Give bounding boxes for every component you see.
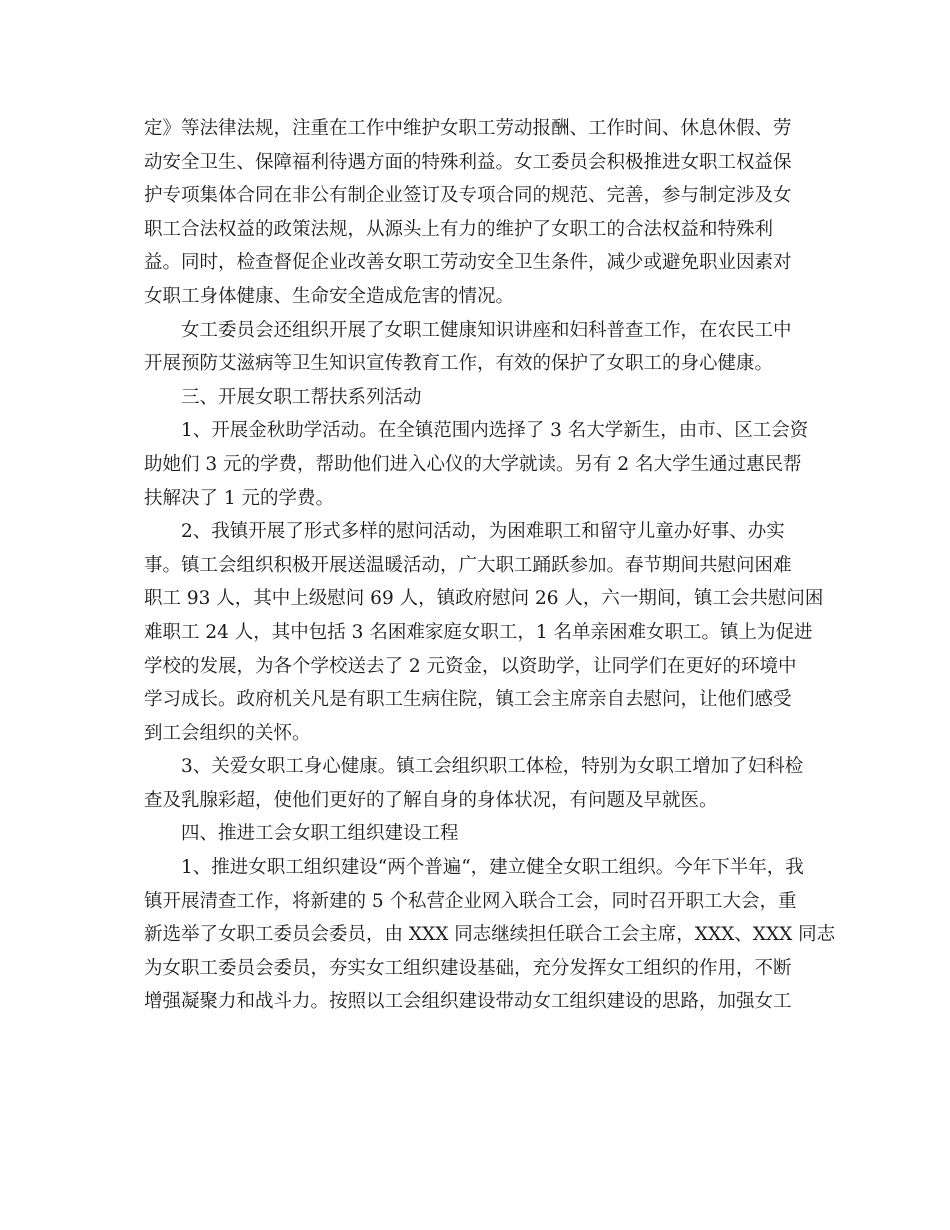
text-line: 到工会组织的关怀。	[144, 722, 311, 744]
text-line: 女职工身体健康、生命安全造成危害的情况。	[144, 285, 515, 307]
text-line: 1、推进女职工组织建设“两个普遍“，建立健全女职工组织。今年下半年，我	[181, 857, 804, 879]
text-line: 为女职工委员会委员，夯实女工组织建设基础，充分发挥女工组织的作用，不断	[144, 957, 792, 979]
text-line: 护专项集体合同在非公有制企业签订及专项合同的规范、完善，参与制定涉及女	[144, 185, 792, 207]
document-body	[144, 112, 836, 1019]
text-line: 动安全卫生、保障福利待遇方面的特殊利益。女工委员会积极推进女职工权益保	[144, 151, 792, 173]
text-line: 查及乳腺彩超，使他们更好的了解自身的身体状况，有问题及早就医。	[144, 789, 718, 811]
text-line: 助她们 3 元的学费，帮助他们进入心仪的大学就读。另有 2 名大学生通过惠民帮	[144, 453, 802, 475]
text-line: 新选举了女职工委员会委员，由 XXX 同志继续担任联合工会主席，XXX、XXX 同志	[144, 924, 836, 946]
text-line: 1、开展金秋助学活动。在全镇范围内选择了 3 名大学新生，由市、区工会资	[181, 420, 809, 442]
text-line: 开展预防艾滋病等卫生知识宣传教育工作，有效的保护了女职工的身心健康。	[144, 353, 774, 375]
section-heading: 三、开展女职工帮扶系列活动	[181, 386, 422, 408]
text-line: 3、关爱女职工身心健康。镇工会组织职工体检，特别为女职工增加了妇科检	[181, 756, 804, 778]
text-line: 增强凝聚力和战斗力。按照以工会组织建设带动女工组织建设的思路，加强女工	[144, 991, 792, 1013]
text-line: 镇开展清查工作，将新建的 5 个私营企业网入联合工会，同时召开职工大会，重	[144, 890, 797, 912]
text-line: 职工合法权益的政策法规，从源头上有力的维护了女职工的合法权益和特殊利	[144, 218, 774, 240]
text-line: 定》等法律法规，注重在工作中维护女职工劳动报酬、工作时间、休息休假、劳	[144, 118, 792, 139]
section-heading: 四、推进工会女职工组织建设工程	[181, 823, 459, 845]
text-line: 职工 93 人，其中上级慰问 69 人，镇政府慰问 26 人，六一期间，镇工会共慰问困	[144, 588, 824, 610]
text-line: 学习成长。政府机关凡是有职工生病住院，镇工会主席亲自去慰问，让他们感受	[144, 689, 792, 711]
text-line: 扶解决了 1 元的学费。	[144, 487, 335, 509]
text-line: 2、我镇开展了形式多样的慰问活动，为困难职工和留守儿童办好事、办实	[181, 521, 785, 543]
text-line: 学校的发展，为各个学校送去了 2 元资金，以资助学，让同学们在更好的环境中	[144, 655, 797, 677]
text-line: 益。同时，检查督促企业改善女职工劳动安全卫生条件，减少或避免职业因素对	[144, 252, 792, 274]
text-line: 难职工 24 人，其中包括 3 名困难家庭女职工，1 名单亲困难女职工。镇上为促进	[144, 621, 813, 643]
text-line: 事。镇工会组织积极开展送温暖活动，广大职工踊跃参加。春节期间共慰问困难	[144, 554, 792, 576]
text-line: 女工委员会还组织开展了女职工健康知识讲座和妇科普查工作，在农民工中	[181, 319, 792, 341]
